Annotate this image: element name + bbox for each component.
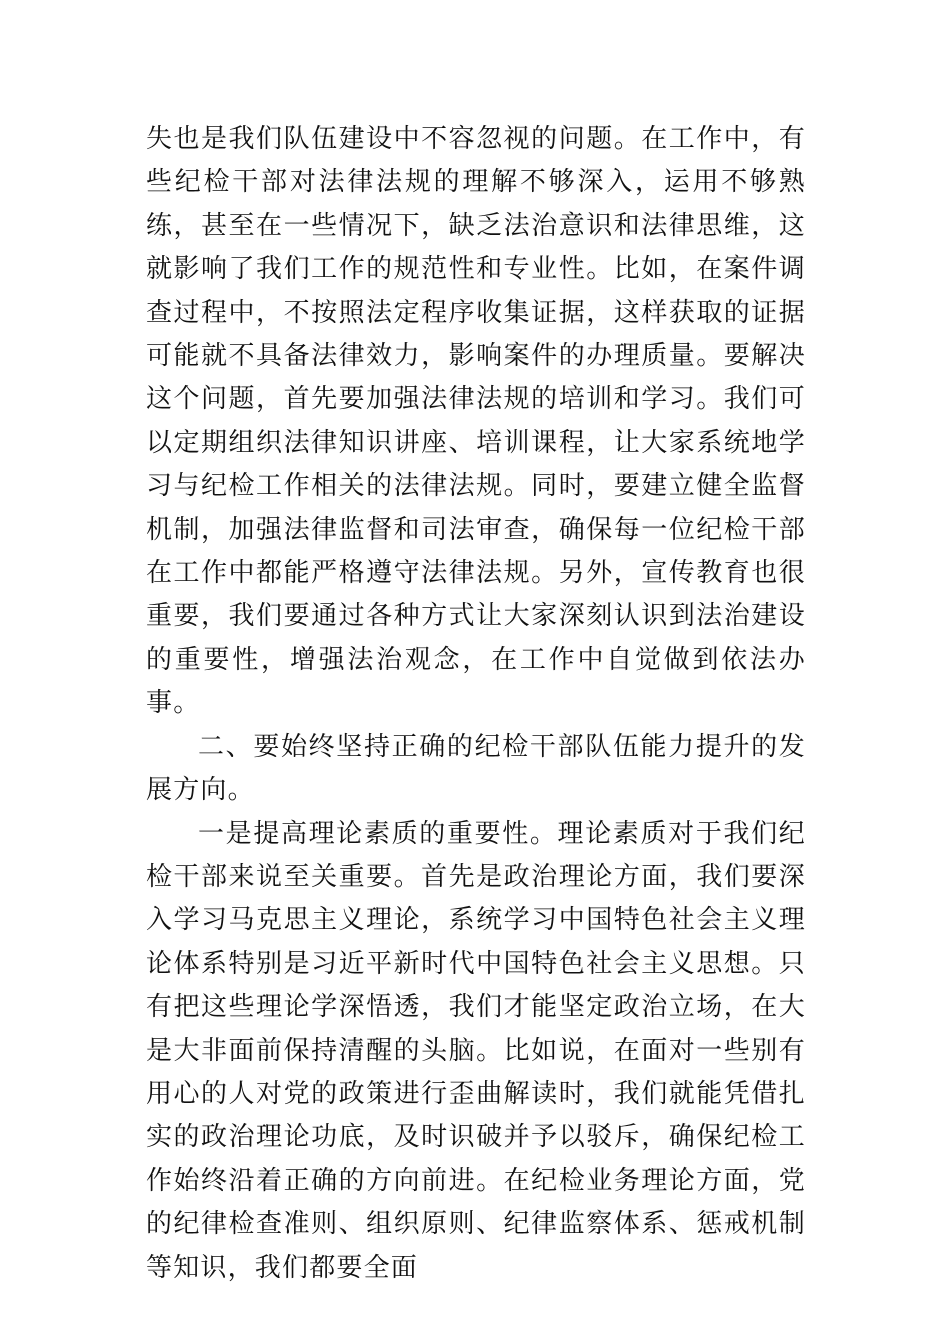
- paragraph-theory: 一是提高理论素质的重要性。理论素质对于我们纪检干部来说至关重要。首先是政治理论方面，我们要深入学习马克思主义理论，系统学习中国特色社会主义理论体系特别是习近平新时代中国特色社会主义思想。只有把这些理论学深悟透，我们才能坚定政治立场，在大是大非面前保持清醒的头脑。比如说，在面对一些别有用心的人对党的政策进行歪曲解读时，我们就能凭借扎实的政治理论功底，及时识破并予以驳斥，确保纪检工作始终沿着正确的方向前进。在纪检业务理论方面，党的纪律检查准则、组织原则、纪律监察体系、惩戒机制等知识，我们都要全面: [146, 818, 806, 1283]
- section-heading: 二、要始终坚持正确的纪检干部队伍能力提升的发展方向。: [146, 731, 806, 806]
- paragraph-continuation: 失也是我们队伍建设中不容忽视的问题。在工作中，有些纪检干部对法律法规的理解不够深入，运用不够熟练，甚至在一些情况下，缺乏法治意识和法律思维，这就影响了我们工作的规范性和专业性。比如，在案件调查过程中，不按照法定程序收集证据，这样获取的证据可能就不具备法律效力，影响案件的办理质量。要解决这个问题，首先要加强法律法规的培训和学习。我们可以定期组织法律知识讲座、培训课程，让大家系统地学习与纪检工作相关的法律法规。同时，要建立健全监督机制，加强法律监督和司法审查，确保每一位纪检干部在工作中都能严格遵守法律法规。另外，宣传教育也很重要，我们要通过各种方式让大家深刻认识到法治建设的重要性，增强法治观念，在工作中自觉做到依法办事。: [146, 124, 806, 719]
- document-page: [146, 118, 806, 1290]
